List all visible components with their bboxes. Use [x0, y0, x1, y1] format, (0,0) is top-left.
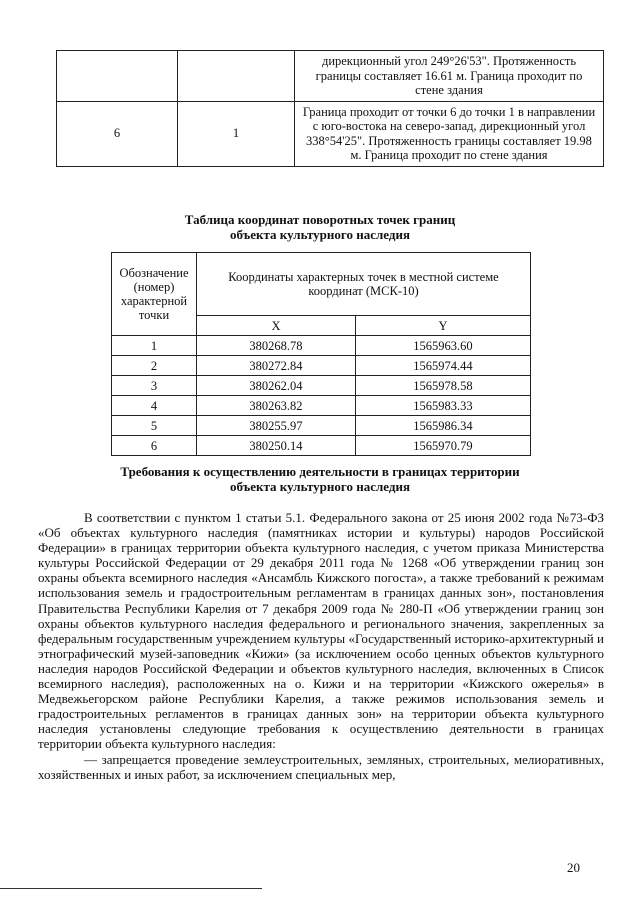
requirements-title: [0, 464, 640, 494]
point-number: 4: [112, 396, 197, 416]
coord-x: 380263.82: [197, 396, 356, 416]
table-cell-from: 6: [57, 101, 178, 166]
header-point-number: Обозначение (номер) характерной точки: [112, 253, 197, 336]
table-row: [112, 416, 531, 436]
body-bullet-item: — запрещается проведение землеустроительных, земляных, строительных, мелиоративных, хозяйственных и иных работ, за исключением специальных мер,: [38, 751, 604, 782]
header-coordinates: Координаты характерных точек в местной системе координат (МСК-10): [197, 253, 531, 316]
coord-y: 1565978.58: [355, 376, 530, 396]
point-number: 6: [112, 436, 197, 456]
table-row: [57, 101, 604, 166]
body-paragraph: В соответствии с пунктом 1 статьи 5.1. Федерального закона от 25 июня 2002 года №73-ФЗ «Об объектах культурного наследия (памятниках истории и культуры) народов Российской Федерации» в границах территории объекта культурного наследия, с учетом приказа Министерства культуры Российской Федерации от 29 декабря 2011 года № 1268 «Об утверждении границ зон охраны объекта всемирного наследия «Ансамбль Кижского погоста», а также требований к режимам использования земель и градостроительным регламентам в границах данных зон», постановления Правительства Республики Карелия от 7 декабря 2009 года № 280-П «Об утверждении границ зон охраны объектов культурного наследия федерального и регионального значения, закрепленных за федеральным государственным учреждением культуры «Государственный историко-архитектурный и этнографический музей-заповедник «Кижи» (за исключением особо ценных объектов культурного наследия народов Российской Федерации и объектов культурного наследия, включенных в Список всемирного наследия), расположенных на о. Кижи и на территории «Кижского ожерелья» в Медвежьегорском районе Республики Карелия, а также режимов использования земель и градостроительных регламентов в границах данных зон» на территории объекта культурного наследия установлены следующие требования к осуществлению деятельности в границах территории объекта культурного наследия:: [38, 510, 604, 752]
coord-y: 1565986.34: [355, 416, 530, 436]
table-row: [112, 376, 531, 396]
boundary-description-table: [56, 50, 604, 167]
table-cell-to: [178, 51, 295, 102]
table-row: [112, 436, 531, 456]
point-number: 5: [112, 416, 197, 436]
table-cell-description: дирекционный угол 249°26'53". Протяженность границы составляет 16.61 м. Граница проходит по стене здания: [295, 51, 604, 102]
table-cell-from: [57, 51, 178, 102]
header-y: Y: [355, 316, 530, 336]
requirements-title-line2: объекта культурного наследия: [230, 479, 410, 494]
coord-y: 1565974.44: [355, 356, 530, 376]
coord-y: 1565970.79: [355, 436, 530, 456]
requirements-title-line1: Требования к осуществлению деятельности в границах территории: [120, 464, 520, 479]
table-cell-description: Граница проходит от точки 6 до точки 1 в направлении с юго-востока на северо-запад, дирекционный угол 338°54'25". Протяженность границы составляет 19.98 м. Граница проходит по стене здания: [295, 101, 604, 166]
coord-x: 380262.04: [197, 376, 356, 396]
table-row: [112, 356, 531, 376]
point-number: 2: [112, 356, 197, 376]
table-row: [57, 51, 604, 102]
coord-x: 380250.14: [197, 436, 356, 456]
table-row: [112, 396, 531, 416]
page-number: 20: [567, 860, 580, 875]
point-number: 1: [112, 336, 197, 356]
coord-table-title-line1: Таблица координат поворотных точек границ: [184, 212, 456, 227]
coord-x: 380255.97: [197, 416, 356, 436]
point-number: 3: [112, 376, 197, 396]
table-cell-to: 1: [178, 101, 295, 166]
coord-y: 1565963.60: [355, 336, 530, 356]
footer-rule: [0, 888, 262, 889]
coord-x: 380268.78: [197, 336, 356, 356]
table-header-row: [112, 253, 531, 316]
coord-table-title: [0, 212, 640, 242]
coordinates-table: [111, 252, 531, 456]
coord-x: 380272.84: [197, 356, 356, 376]
table-row: [112, 336, 531, 356]
requirements-body: [38, 510, 604, 782]
coord-y: 1565983.33: [355, 396, 530, 416]
header-x: X: [197, 316, 356, 336]
coord-table-title-line2: объекта культурного наследия: [230, 227, 410, 242]
